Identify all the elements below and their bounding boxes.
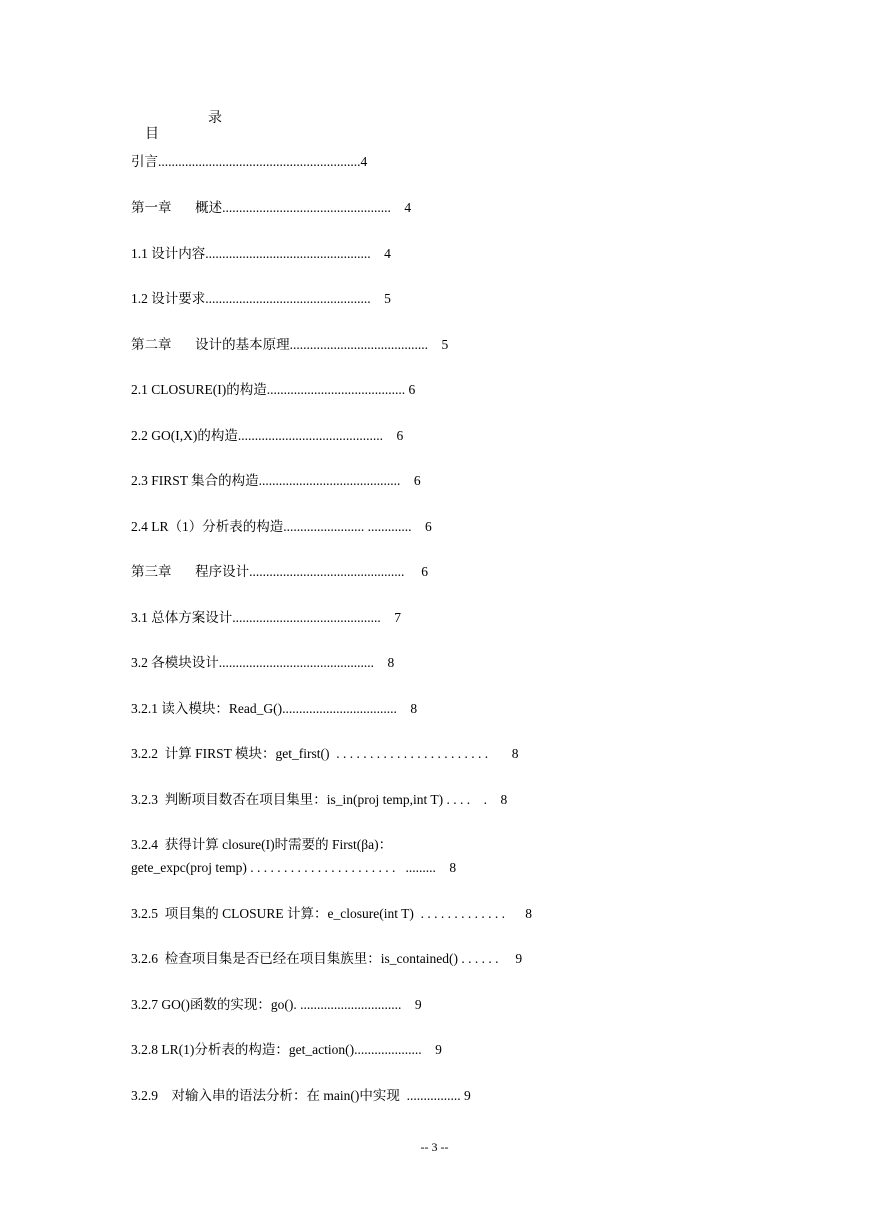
toc-entry-chapter3: 第三章 程序设计.............................................. 6 (131, 564, 428, 579)
toc-entry-1-2: 1.2 设计要求................................................. 5 (131, 291, 391, 306)
toc-entry-3-2-3: 3.2.3 判断项目数否在项目集里：is_in(proj temp,int T) . . . . . 8 (131, 792, 508, 807)
toc-entry-3-2-9: 3.2.9 对输入串的语法分析：在 main()中实现 ................ 9 (131, 1088, 471, 1103)
toc-entry-3-2-1: 3.2.1 读入模块：Read_G().................................. 8 (131, 701, 418, 716)
toc-entry-3-1: 3.1 总体方案设计............................................ 7 (131, 610, 401, 625)
toc-entry-3-2-2: 3.2.2 计算 FIRST 模块：get_first() . . . . . . . . . . . . . . . . . . . . . . . 8 (131, 746, 519, 761)
toc-entry-2-4: 2.4 LR（1）分析表的构造........................ ............. 6 (131, 519, 432, 534)
toc-entry-3-2-6: 3.2.6 检查项目集是否已经在项目集族里：is_contained() . . . . . . 9 (131, 951, 523, 966)
toc-entry-2-2: 2.2 GO(I,X)的构造........................................... 6 (131, 428, 404, 443)
toc-entry-chapter1: 第一章 概述.................................................. 4 (131, 200, 412, 215)
toc-entry-2-1: 2.1 CLOSURE(I)的构造......................................... 6 (131, 382, 416, 397)
toc-entry-3-2: 3.2 各模块设计.............................................. 8 (131, 655, 395, 670)
toc-entry-3-2-5: 3.2.5 项目集的 CLOSURE 计算：e_closure(int T) . . . . . . . . . . . . . 8 (131, 906, 532, 921)
toc-title-left: 目 (145, 127, 159, 142)
toc-entry-3-2-4: 3.2.4 获得计算 closure(I)时需要的 First(βa)： (131, 837, 393, 852)
toc-entry-3-2-8: 3.2.8 LR(1)分析表的构造：get_action().................... 9 (131, 1042, 442, 1057)
toc-entry-1-1: 1.1 设计内容................................................. 4 (131, 246, 391, 261)
toc-entry-chapter2: 第二章 设计的基本原理......................................... 5 (131, 337, 449, 352)
toc-entry-2-3: 2.3 FIRST 集合的构造.......................................... 6 (131, 473, 421, 488)
page-number: -- 3 -- (420, 1140, 449, 1154)
toc-entry-intro: 引言............................................................4 (131, 154, 368, 169)
toc-entry-3-2-4-cont: gete_expc(proj temp) . . . . . . . . . . . . . . . . . . . . . . ......... 8 (131, 860, 457, 875)
toc-entry-3-2-7: 3.2.7 GO()函数的实现：go(). .............................. 9 (131, 997, 422, 1012)
toc-title-right: 录 (208, 111, 222, 126)
